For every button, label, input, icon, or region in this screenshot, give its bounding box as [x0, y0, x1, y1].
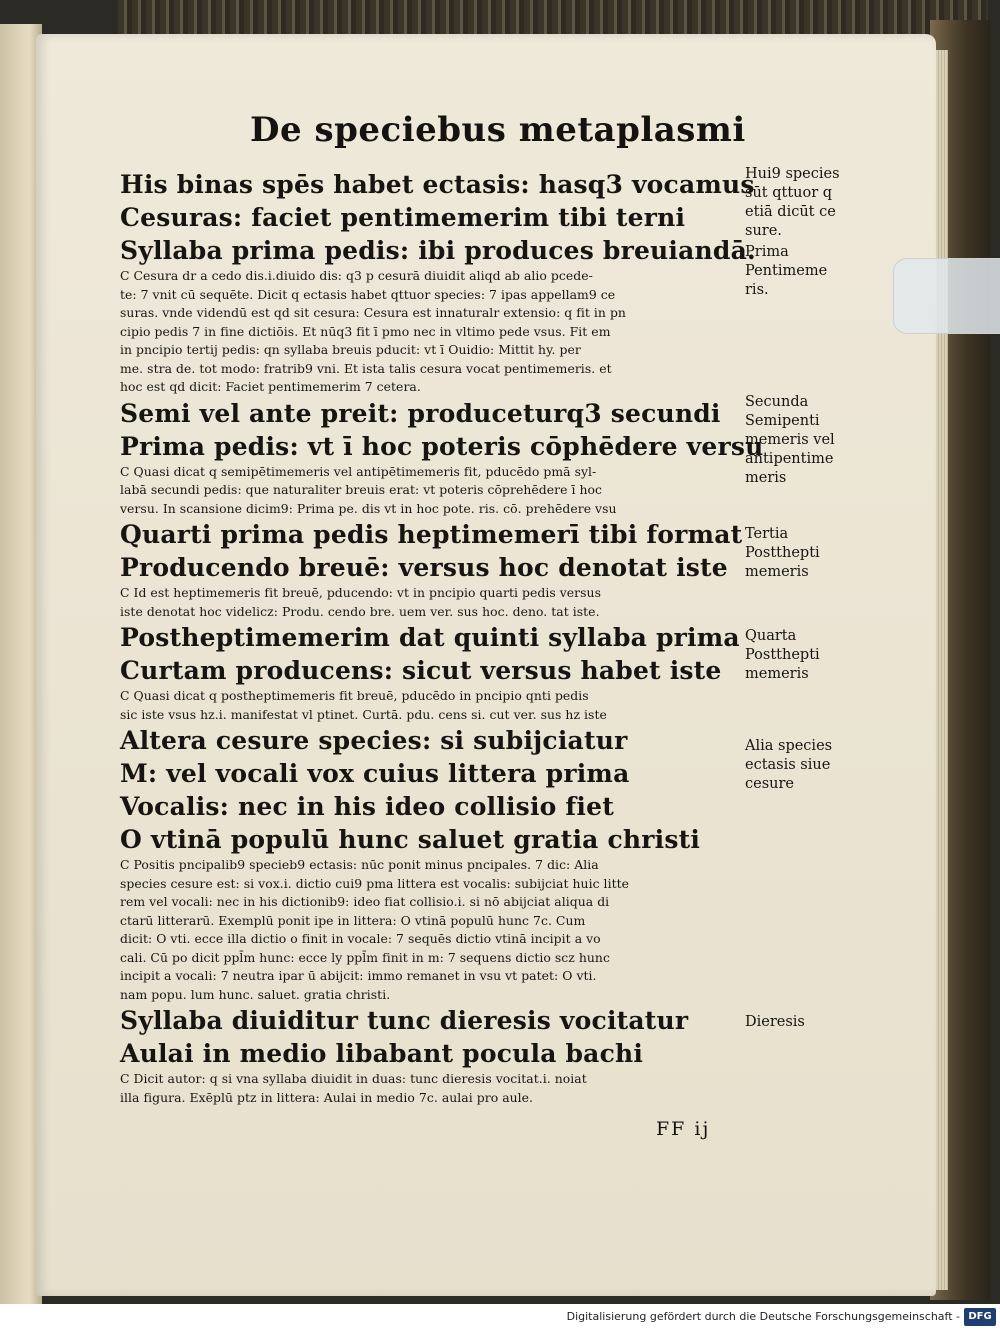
margin-note-line: sūt qttuor q: [745, 185, 833, 201]
margin-note: [745, 165, 875, 241]
margin-note-line: memeris: [745, 666, 809, 682]
verse-block: [120, 724, 745, 856]
margin-note-line: meris: [745, 470, 787, 486]
bookmark-strip: [893, 258, 1000, 334]
gloss-line: C Positis pncipalib9 specieb9 ectasis: nūc ponit minus pncipales. 7 dic: Alia: [120, 857, 599, 872]
gloss-line: te: 7 vnit cū sequēte. Dicit q ectasis habet qttuor species: 7 ipas appellam9 ce: [120, 286, 616, 302]
margin-note-line: Quarta: [745, 628, 797, 644]
gloss-block: [120, 1070, 745, 1107]
margin-note-line: Alia species: [745, 738, 833, 754]
page-heading: De speciebus metaplasmi: [250, 110, 746, 150]
margin-note-line: Tertia: [745, 526, 789, 542]
gloss-line: in pncipio tertij pedis: qn syllaba breuis pducit: vt ī Ouidio: Mittit hy. per: [120, 342, 581, 357]
margin-note-line: etiā dicūt ce: [745, 204, 836, 220]
verse-line: Curtam producens: sicut versus habet iste: [120, 656, 722, 685]
margin-note-line: memeris vel: [745, 432, 835, 448]
verse-line: Cesuras: faciet pentimemerim tibi terni: [120, 203, 686, 232]
margin-note-line: Secunda: [745, 394, 809, 410]
gloss-line: rem vel vocali: nec in his dictionib9: ideo fiat collisio.i. si nō abijciat aliqua di: [120, 894, 610, 909]
verse-block: [120, 1004, 745, 1070]
margin-note-line: Postthepti: [745, 647, 820, 663]
margin-note-line: memeris: [745, 564, 809, 580]
verse-line: Aulai in medio libabant pocula bachi: [120, 1039, 644, 1068]
gloss-line: dicit: O vti. ecce illa dictio o finit in vocale: 7 sequēs dictio vtinā incipit a vo: [120, 931, 601, 946]
gloss-block: [120, 463, 745, 519]
gloss-line: incipit a vocali: 7 neutra ipar ū abijcit: immo remanet in vsu vt patet: O vti.: [120, 968, 597, 983]
gloss-line: suras. vnde videndū est qd sit cesura: Cesura est innaturalr extensio: q fit in pn: [120, 305, 626, 320]
margin-note-line: cesure: [745, 776, 794, 792]
verse-block: [120, 518, 745, 584]
dfg-logo: DFG: [964, 1308, 996, 1326]
verse-line: Postheptimemerim dat quinti syllaba prima: [120, 623, 740, 652]
verse-line: Quarti prima pedis heptimemerī tibi format: [120, 520, 743, 549]
verse-line: M: vel vocali vox cuius littera prima: [120, 759, 630, 788]
margin-note-line: ris.: [745, 282, 769, 298]
gloss-line: C Cesura dr a cedo dis.i.diuido dis: q3 p cesurā diuidit aliqd ab alio pcede-: [120, 268, 593, 283]
verse-block: [120, 397, 764, 463]
verse-line: Syllaba diuiditur tunc dieresis vocitatur: [120, 1006, 689, 1035]
gloss-block: [120, 584, 745, 621]
gloss-line: nam popu. lum hunc. saluet. gratia christi.: [120, 986, 391, 1002]
gloss-line: hoc est qd dicit: Faciet pentimemerim 7 cetera.: [120, 379, 421, 394]
margin-note-line: Hui9 species: [745, 166, 840, 182]
gloss-line: cali. Cū po dicit ppl̄m hunc: ecce ly ppl̄m finit in m: 7 sequens dictio scz hunc: [120, 949, 610, 965]
margin-note: [745, 627, 875, 684]
gloss-line: labā secundi pedis: que naturaliter breuis erat: vt poteris cōprehēdere ī hoc: [120, 482, 603, 497]
gloss-block: [120, 267, 745, 397]
gloss-block: [120, 687, 745, 724]
footer-bar: [0, 1304, 1000, 1332]
gloss-line: iste denotat hoc videlicz: Produ. cendo bre. uem ver. sus hoc. deno. tat iste.: [120, 603, 600, 619]
gloss-line: C Dicit autor: q si vna syllaba diuidit in duas: tunc dieresis vocitat.i. noiat: [120, 1071, 587, 1086]
gloss-line: sic iste vsus hz.i. manifestat vl ptinet. Curtā. pdu. cens si. cut ver. sus hz iste: [120, 706, 607, 722]
verse-block: [120, 168, 756, 267]
gloss-line: C Id est heptimemeris fit breuē, pducendo: vt in pncipio quarti pedis versus: [120, 585, 601, 600]
gloss-line: illa figura. Exēplū ptz in littera: Aulai in medio 7c. aulai pro aule.: [120, 1089, 534, 1105]
margin-note-line: Pentimeme: [745, 263, 828, 279]
margin-note-line: Prima: [745, 244, 789, 260]
gloss-line: cipio pedis 7 in fine dictiōis. Et nūq3 fit ī pmo nec in vltimo pede vsus. Fit em: [120, 323, 611, 339]
verse-line: Vocalis: nec in his ideo collisio fiet: [120, 792, 614, 821]
gloss-line: C Quasi dicat q postheptimemeris fit breuē, pducēdo in pncipio qnti pedis: [120, 688, 589, 703]
margin-note-line: antipentime: [745, 451, 834, 467]
margin-note: [745, 243, 875, 300]
main-text-column: [120, 168, 764, 1107]
verse-line: Producendo breuē: versus hoc denotat iste: [120, 553, 728, 582]
margin-note-line: sure.: [745, 223, 782, 239]
gloss-line: C Quasi dicat q semipētimemeris vel antipētimemeris fit, pducēdo pmā syl-: [120, 463, 597, 479]
margin-note: [745, 1013, 875, 1032]
verse-line: Altera cesure species: si subijciatur: [120, 726, 628, 755]
margin-note-line: ectasis siue: [745, 757, 831, 773]
footer-credit: Digitalisierung gefördert durch die Deutsche Forschungsgemeinschaft -: [566, 1310, 960, 1323]
gloss-line: me. stra de. tot modo: fratrib9 vni. Et ista talis cesura vocat pentimemeris. et: [120, 360, 612, 376]
verse-line: Prima pedis: vt ī hoc poteris cōphēdere versu: [120, 431, 764, 461]
verse-line: O vtinā populū hunc saluet gratia christi: [120, 825, 701, 854]
margin-note: [745, 393, 875, 488]
gloss-line: versu. In scansione dicim9: Prima pe. dis vt in hoc pote. ris. cō. prehēdere vsu: [120, 500, 617, 516]
gloss-block: [120, 856, 745, 1004]
margin-note-line: Dieresis: [745, 1014, 805, 1030]
verse-line: Semi vel ante preit: produceturq3 secundi: [120, 398, 721, 428]
verse-line: Syllaba prima pedis: ibi produces breuiandā.: [120, 236, 756, 265]
margin-note-line: Postthepti: [745, 545, 820, 561]
margin-note: [745, 525, 875, 582]
gloss-line: species cesure est: si vox.i. dictio cui9 pma littera est vocalis: subijciat huic litte: [120, 875, 630, 891]
gloss-line: ctarū litterarū. Exemplū ponit ipe in littera: O vtinā populū hunc 7c. Cum: [120, 912, 586, 928]
verse-block: [120, 621, 745, 687]
margin-note: [745, 737, 875, 794]
verse-line: His binas spēs habet ectasis: hasq3 vocamus: [120, 170, 755, 199]
margin-note-line: Semipenti: [745, 413, 820, 429]
signature-mark: FF ij: [656, 1118, 711, 1140]
